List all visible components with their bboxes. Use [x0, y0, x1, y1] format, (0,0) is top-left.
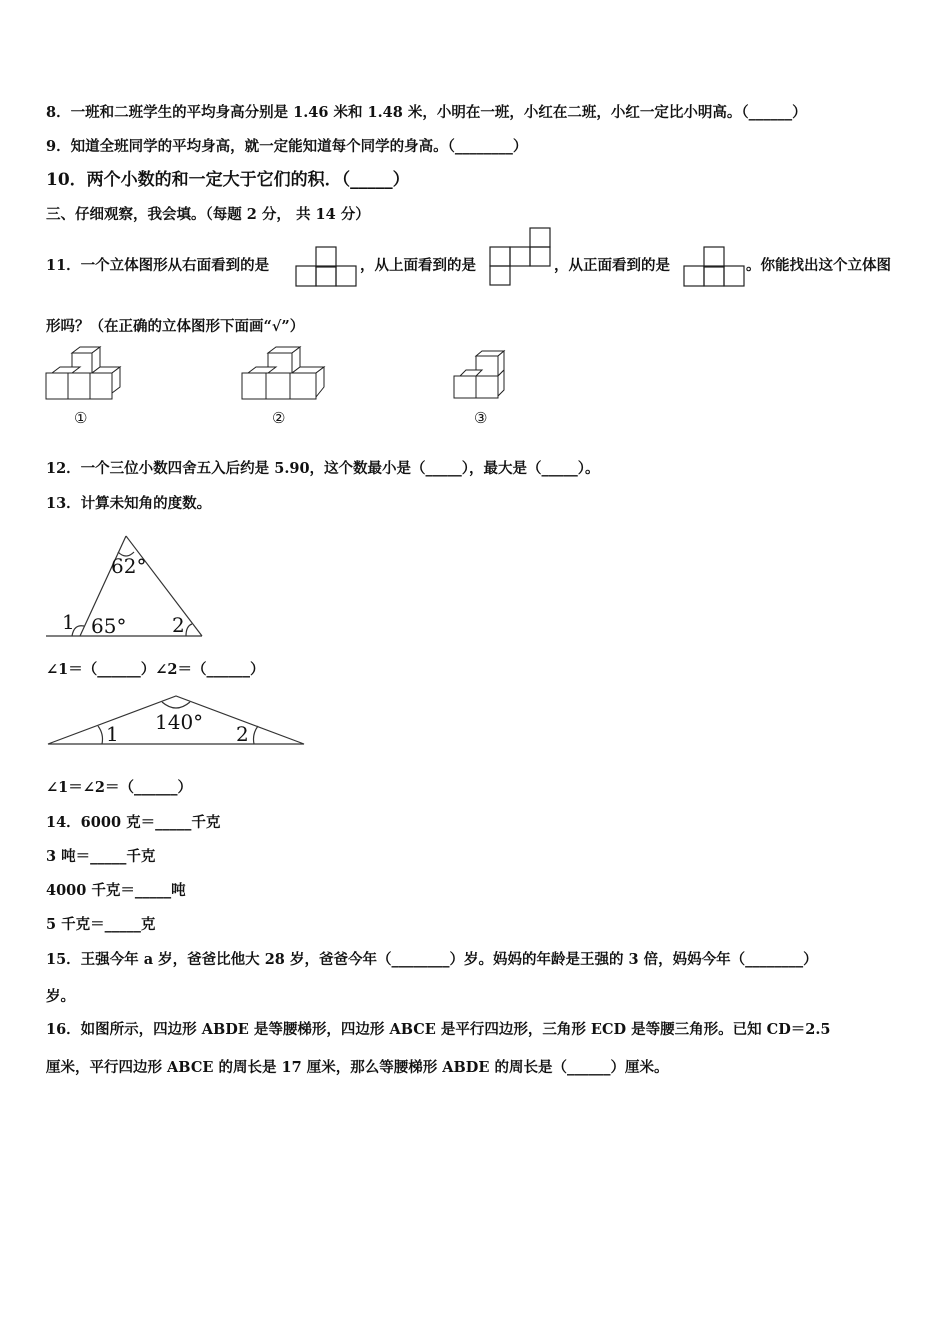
question-13-title: 13．计算未知角的度数。 [46, 495, 212, 512]
question-14-line-2: 3 吨＝_____千克 [46, 848, 156, 865]
question-14-line-3: 4000 千克＝_____吨 [46, 882, 186, 899]
triangle-1-label-2: 2 [172, 613, 185, 637]
question-15-line-2: 岁。 [46, 988, 75, 1005]
triangle-1-base-angle: 65° [91, 614, 127, 638]
front-view-figure [684, 245, 746, 287]
question-10: 10．两个小数的和一定大于它们的积．（_____） [46, 170, 410, 190]
section-3-heading: 三、仔细观察，我会填。（每题 2 分， 共 14 分） [46, 206, 370, 223]
question-11-text-3: ，从正面看到的是 [554, 257, 670, 274]
question-12: 12．一个三位小数四舍五入后约是 5.90，这个数最小是（_____），最大是（_____）。 [46, 460, 600, 477]
question-16-line-1: 16．如图所示，四边形 ABDE 是等腰梯形，四边形 ABCE 是平行四边形，三角形 ECD 是等腰三角形。已知 CD＝2.5 [46, 1021, 831, 1038]
question-11-text-4: 。你能找出这个立体图 [746, 257, 891, 274]
question-11-line-2: 形吗？（在正确的立体图形下面画“√”） [46, 318, 305, 335]
triangle-2-label-1: 1 [106, 722, 119, 746]
question-11-text-2: ，从上面看到的是 [360, 257, 476, 274]
cube-figure-3 [452, 350, 514, 402]
question-13-answer-2: ∠1＝∠2＝（______） [46, 779, 192, 796]
triangle-2-label-2: 2 [236, 722, 249, 746]
question-13-answer-1: ∠1＝（______）∠2＝（______） [46, 661, 265, 678]
question-8: 8．一班和二班学生的平均身高分别是 1.46 米和 1.48 米，小明在一班，小红在二班，小红一定比小明高。（______） [46, 104, 807, 121]
cube-figure-2 [240, 345, 330, 403]
question-14-line-1: 14．6000 克＝_____千克 [46, 814, 221, 831]
question-15-line-1: 15．王强今年 a 岁，爸爸比他大 28 岁，爸爸今年（________）岁。妈妈的年龄是王强的 3 倍，妈妈今年（________） [46, 951, 818, 968]
option-1-label[interactable]: ① [74, 409, 88, 427]
option-3-label[interactable]: ③ [474, 409, 488, 427]
triangle-1-label-1: 1 [62, 610, 75, 634]
right-view-figure [296, 245, 358, 287]
top-view-figure [490, 227, 552, 287]
cube-figure-1 [44, 345, 124, 403]
triangle-1-top-angle: 62° [111, 554, 147, 578]
question-11-text-1: 11．一个立体图形从右面看到的是 [46, 257, 270, 274]
question-9: 9．知道全班同学的平均身高，就一定能知道每个同学的身高。（________） [46, 138, 528, 155]
question-14-line-4: 5 千克＝_____克 [46, 916, 156, 933]
triangle-2-top-angle: 140° [155, 710, 204, 734]
question-16-line-2: 厘米，平行四边形 ABCE 的周长是 17 厘米，那么等腰梯形 ABDE 的周长是（______）厘米。 [46, 1059, 669, 1076]
option-2-label[interactable]: ② [272, 409, 286, 427]
